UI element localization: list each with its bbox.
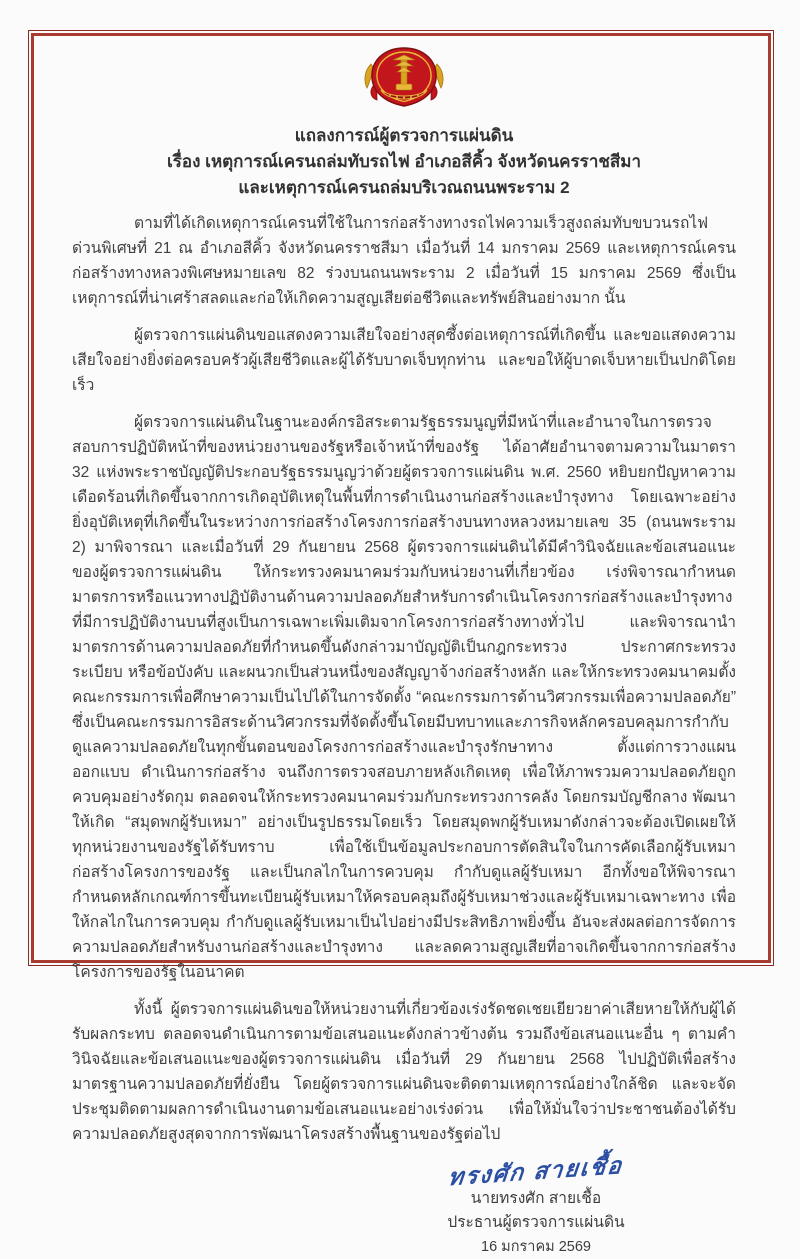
paragraph-followup: ทั้งนี้ ผู้ตรวจการแผ่นดินขอให้หน่วยงานที่เกี่ยวข้องเร่งรัดชดเชยเยียวยาค่าเสียหายให้กับผู้ได้รับผลกระทบ ตลอดจนดำเนินการตามข้อเสนอแนะดังกล่าวข้างต้น รวมถึงข้อเสนอแนะอื่น ๆ ตามคำวินิจฉัยและข้อเสนอแนะของผู้ตรวจการแผ่นดิน เมื่อวันที่ 29 กันยายน 2568 ไปปฏิบัติเพื่อสร้างมาตรฐานความปลอดภัยที่ยั่งยืน โดยผู้ตรวจการแผ่นดินจะติดตามเหตุการณ์อย่างใกล้ชิด และจะจัดประชุมติดตามผลการดำเนินงานตามข้อเสนอแนะอย่างเร่งด่วน เพื่อให้มั่นใจว่าประชาชนต้องได้รับความปลอดภัยสูงสุดจากการพัฒนาโครงสร้างพื้นฐานของรัฐต่อไป	[72, 1001, 736, 1143]
paragraph-recommendations: ผู้ตรวจการแผ่นดินในฐานะองค์กรอิสระตามรัฐธรรมนูญที่มีหน้าที่และอำนาจในการตรวจสอบการปฏิบัติหน้าที่ของหน่วยงานของรัฐหรือเจ้าหน้าที่ของรัฐ ได้อาศัยอำนาจตามความในมาตรา 32 แห่งพระราชบัญญัติประกอบรัฐธรรมนูญว่าด้วยผู้ตรวจการแผ่นดิน พ.ศ. 2560 หยิบยกปัญหาความเดือดร้อนที่เกิดขึ้นจากการเกิดอุบัติเหตุในพื้นที่การดำเนินงานก่อสร้างและบำรุงทาง โดยเฉพาะอย่างยิ่งอุบัติเหตุที่เกิดขึ้นในระหว่างการก่อสร้างโครงการก่อสร้างบนทางหลวงหมายเลข 35 (ถนนพระราม 2) มาพิจารณา และเมื่อวันที่ 29 กันยายน 2568 ผู้ตรวจการแผ่นดินได้มีคำวินิจฉัยและข้อเสนอแนะของผู้ตรวจการแผ่นดิน ให้กระทรวงคมนาคมร่วมกับหน่วยงานที่เกี่ยวข้อง เร่งพิจารณากำหนดมาตรการหรือแนวทางปฏิบัติงานด้านความปลอดภัยสำหรับการดำเนินโครงการก่อสร้างและบำรุงทางที่มีการปฏิบัติงานบนที่สูงเป็นการเฉพาะเพิ่มเติมจากโครงการก่อสร้างทางทั่วไป และพิจารณานำมาตรการด้านความปลอดภัยที่กำหนดขึ้นดังกล่าวมาบัญญัติเป็นกฎกระทรวง ประกาศกระทรวง ระเบียบ หรือข้อบังคับ และผนวกเป็นส่วนหนึ่งของสัญญาจ้างก่อสร้างหลัก และให้กระทรวงคมนาคมตั้งคณะกรรมการเพื่อศึกษาความเป็นไปได้ในการจัดตั้ง “คณะกรรมการด้านวิศวกรรมเพื่อความปลอดภัย” ซึ่งเป็นคณะกรรมการอิสระด้านวิศวกรรมที่จัดตั้งขึ้นโดยมีบทบาทและภารกิจหลักครอบคลุมการกำกับดูแลความปลอดภัยในทุกขั้นตอนของโครงการก่อสร้างและบำรุงรักษาทาง ตั้งแต่การวางแผน ออกแบบ ดำเนินการก่อสร้าง จนถึงการตรวจสอบภายหลังเกิดเหตุ เพื่อให้ภาพรวมความปลอดภัยถูกควบคุมอย่างรัดกุม ตลอดจนให้กระทรวงคมนาคมร่วมกับกระทรวงการคลัง โดยกรมบัญชีกลาง พัฒนาให้เกิด “สมุดพกผู้รับเหมา” อย่างเป็นรูปธรรมโดยเร็ว โดยสมุดพกผู้รับเหมาดังกล่าวจะต้องเปิดเผยให้ทุกหน่วยงานของรัฐได้รับทราบ เพื่อใช้เป็นข้อมูลประกอบการตัดสินใจในการคัดเลือกผู้รับเหมาก่อสร้างโครงการของรัฐ และเป็นกลไกในการควบคุม กำกับดูแลผู้รับเหมา อีกทั้งขอให้พิจารณากำหนดหลักเกณฑ์การขึ้นทะเบียนผู้รับเหมาให้ครอบคลุมถึงผู้รับเหมาช่วงและผู้รับเหมาเฉพาะทาง เพื่อให้กลไกในการควบคุม กำกับดูแลผู้รับเหมาเป็นไปอย่างมีประสิทธิภาพยิ่งขึ้น อันจะส่งผลต่อการจัดการความปลอดภัยสำหรับงานก่อสร้างและบำรุงทาง และลดความสูญเสียที่อาจเกิดขึ้นจากการก่อสร้างโครงการของรัฐในอนาคต	[72, 414, 736, 981]
emblem-container	[72, 46, 736, 117]
signer-name: นายทรงศัก สายเชื้อ	[470, 1190, 602, 1207]
document-body	[72, 211, 736, 1147]
document-subject-line1: เรื่อง เหตุการณ์เครนถล่มทับรถไฟ อำเภอสีคิ้ว จังหวัดนครราชสีมา	[166, 152, 642, 171]
signature-block	[376, 1151, 696, 1259]
paragraph-condolence: ผู้ตรวจการแผ่นดินขอแสดงความเสียใจอย่างสุดซึ้งต่อเหตุการณ์ที่เกิดขึ้น และขอแสดงความเสียใจอย่างยิ่งต่อครอบครัวผู้เสียชีวิตและผู้ได้รับบาดเจ็บทุกท่าน และขอให้ผู้บาดเจ็บหายเป็นปกติโดยเร็ว	[72, 327, 736, 394]
document-title-block	[72, 123, 736, 201]
signature-handwriting: ทรงศัก สายเชื้อ	[447, 1151, 625, 1191]
statement-document	[72, 46, 736, 1255]
ombudsman-seal-icon	[357, 46, 451, 112]
document-subject-line2: และเหตุการณ์เครนถล่มบริเวณถนนพระราม 2	[238, 178, 570, 197]
signer-position: ประธานผู้ตรวจการแผ่นดิน	[447, 1214, 625, 1231]
document-title: แถลงการณ์ผู้ตรวจการแผ่นดิน	[294, 126, 514, 145]
paragraph-incident: ตามที่ได้เกิดเหตุการณ์เครนที่ใช้ในการก่อสร้างทางรถไฟความเร็วสูงถล่มทับขบวนรถไฟด่วนพิเศษที่ 21 ณ อำเภอสีคิ้ว จังหวัดนครราชสีมา เมื่อวันที่ 14 มกราคม 2569 และเหตุการณ์เครนก่อสร้างทางหลวงพิเศษหมายเลข 82 ร่วงบนถนนพระราม 2 เมื่อวันที่ 15 มกราคม 2569 ซึ่งเป็นเหตุการณ์ที่น่าเศร้าสลดและก่อให้เกิดความสูญเสียต่อชีวิตและทรัพย์สินอย่างมาก นั้น	[72, 215, 736, 307]
signature-date: 16 มกราคม 2569	[481, 1239, 591, 1255]
